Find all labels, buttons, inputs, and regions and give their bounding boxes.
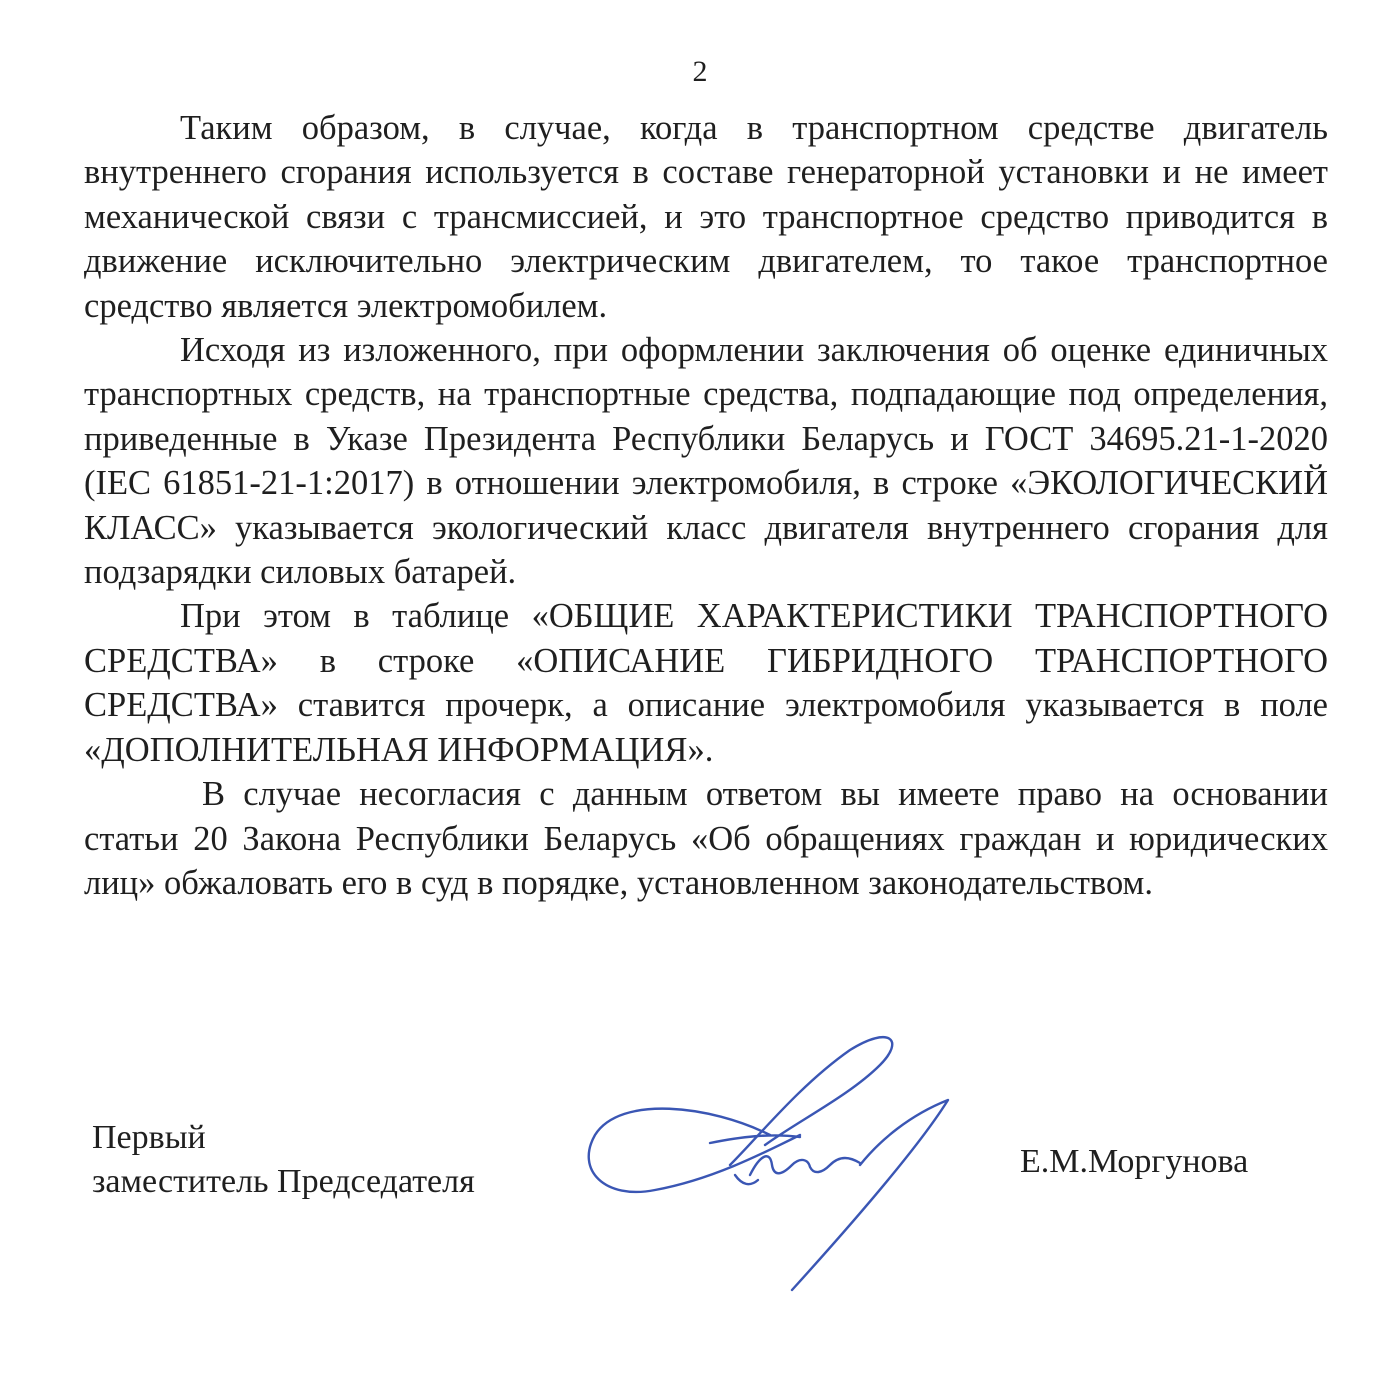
signer-position	[92, 1116, 475, 1204]
letter-body	[84, 106, 1328, 905]
page-number: 2	[692, 55, 708, 88]
signer-name: Е.М.Моргунова	[1020, 1143, 1249, 1180]
signer-position-line1: Первый	[92, 1119, 206, 1156]
paragraph-general-characteristics: При этом в таблице «ОБЩИЕ ХАРАКТЕРИСТИКИ ТРАНСПОРТНОГО СРЕДСТВА» в строке «ОПИСАНИЕ ГИБРИДНОГО ТРАНСПОРТНОГО СРЕДСТВА» ставится прочерк, а описание электромобиля указывается в поле «ДОПОЛНИТЕЛЬНАЯ ИНФОРМАЦИЯ».	[84, 597, 1328, 769]
paragraph-ecological-class: Исходя из изложенного, при оформлении заключения об оценке единичных транспортных средств, на транспортные средства, подпадающие под определения, приведенные в Указе Президента Республики Беларусь и ГОСТ 34695.21-1-2020 (IEC 61851-21-1:2017) в отношении электромобиля, в строке «ЭКОЛОГИЧЕСКИЙ КЛАСС» указывается экологический класс двигателя внутреннего сгорания для подзарядки силовых батарей.	[84, 331, 1328, 592]
paragraph-electromobile-definition: Таким образом, в случае, когда в транспортном средстве двигатель внутреннего сгорания используется в составе генераторной установки и не имеет механической связи с трансмиссией, и это транспортное средство приводится в движение исключительно электрическим двигателем, то такое транспортное средство является электромобилем.	[84, 109, 1328, 325]
signature-block	[0, 1110, 1400, 1310]
paragraph-appeal-right: В случае несогласия с данным ответом вы имеете право на основании статьи 20 Закона Республики Беларусь «Об обращениях граждан и юридических лиц» обжаловать его в суд в порядке, установленном законодательством.	[84, 775, 1328, 902]
signer-position-line2: заместитель Председателя	[92, 1163, 475, 1200]
